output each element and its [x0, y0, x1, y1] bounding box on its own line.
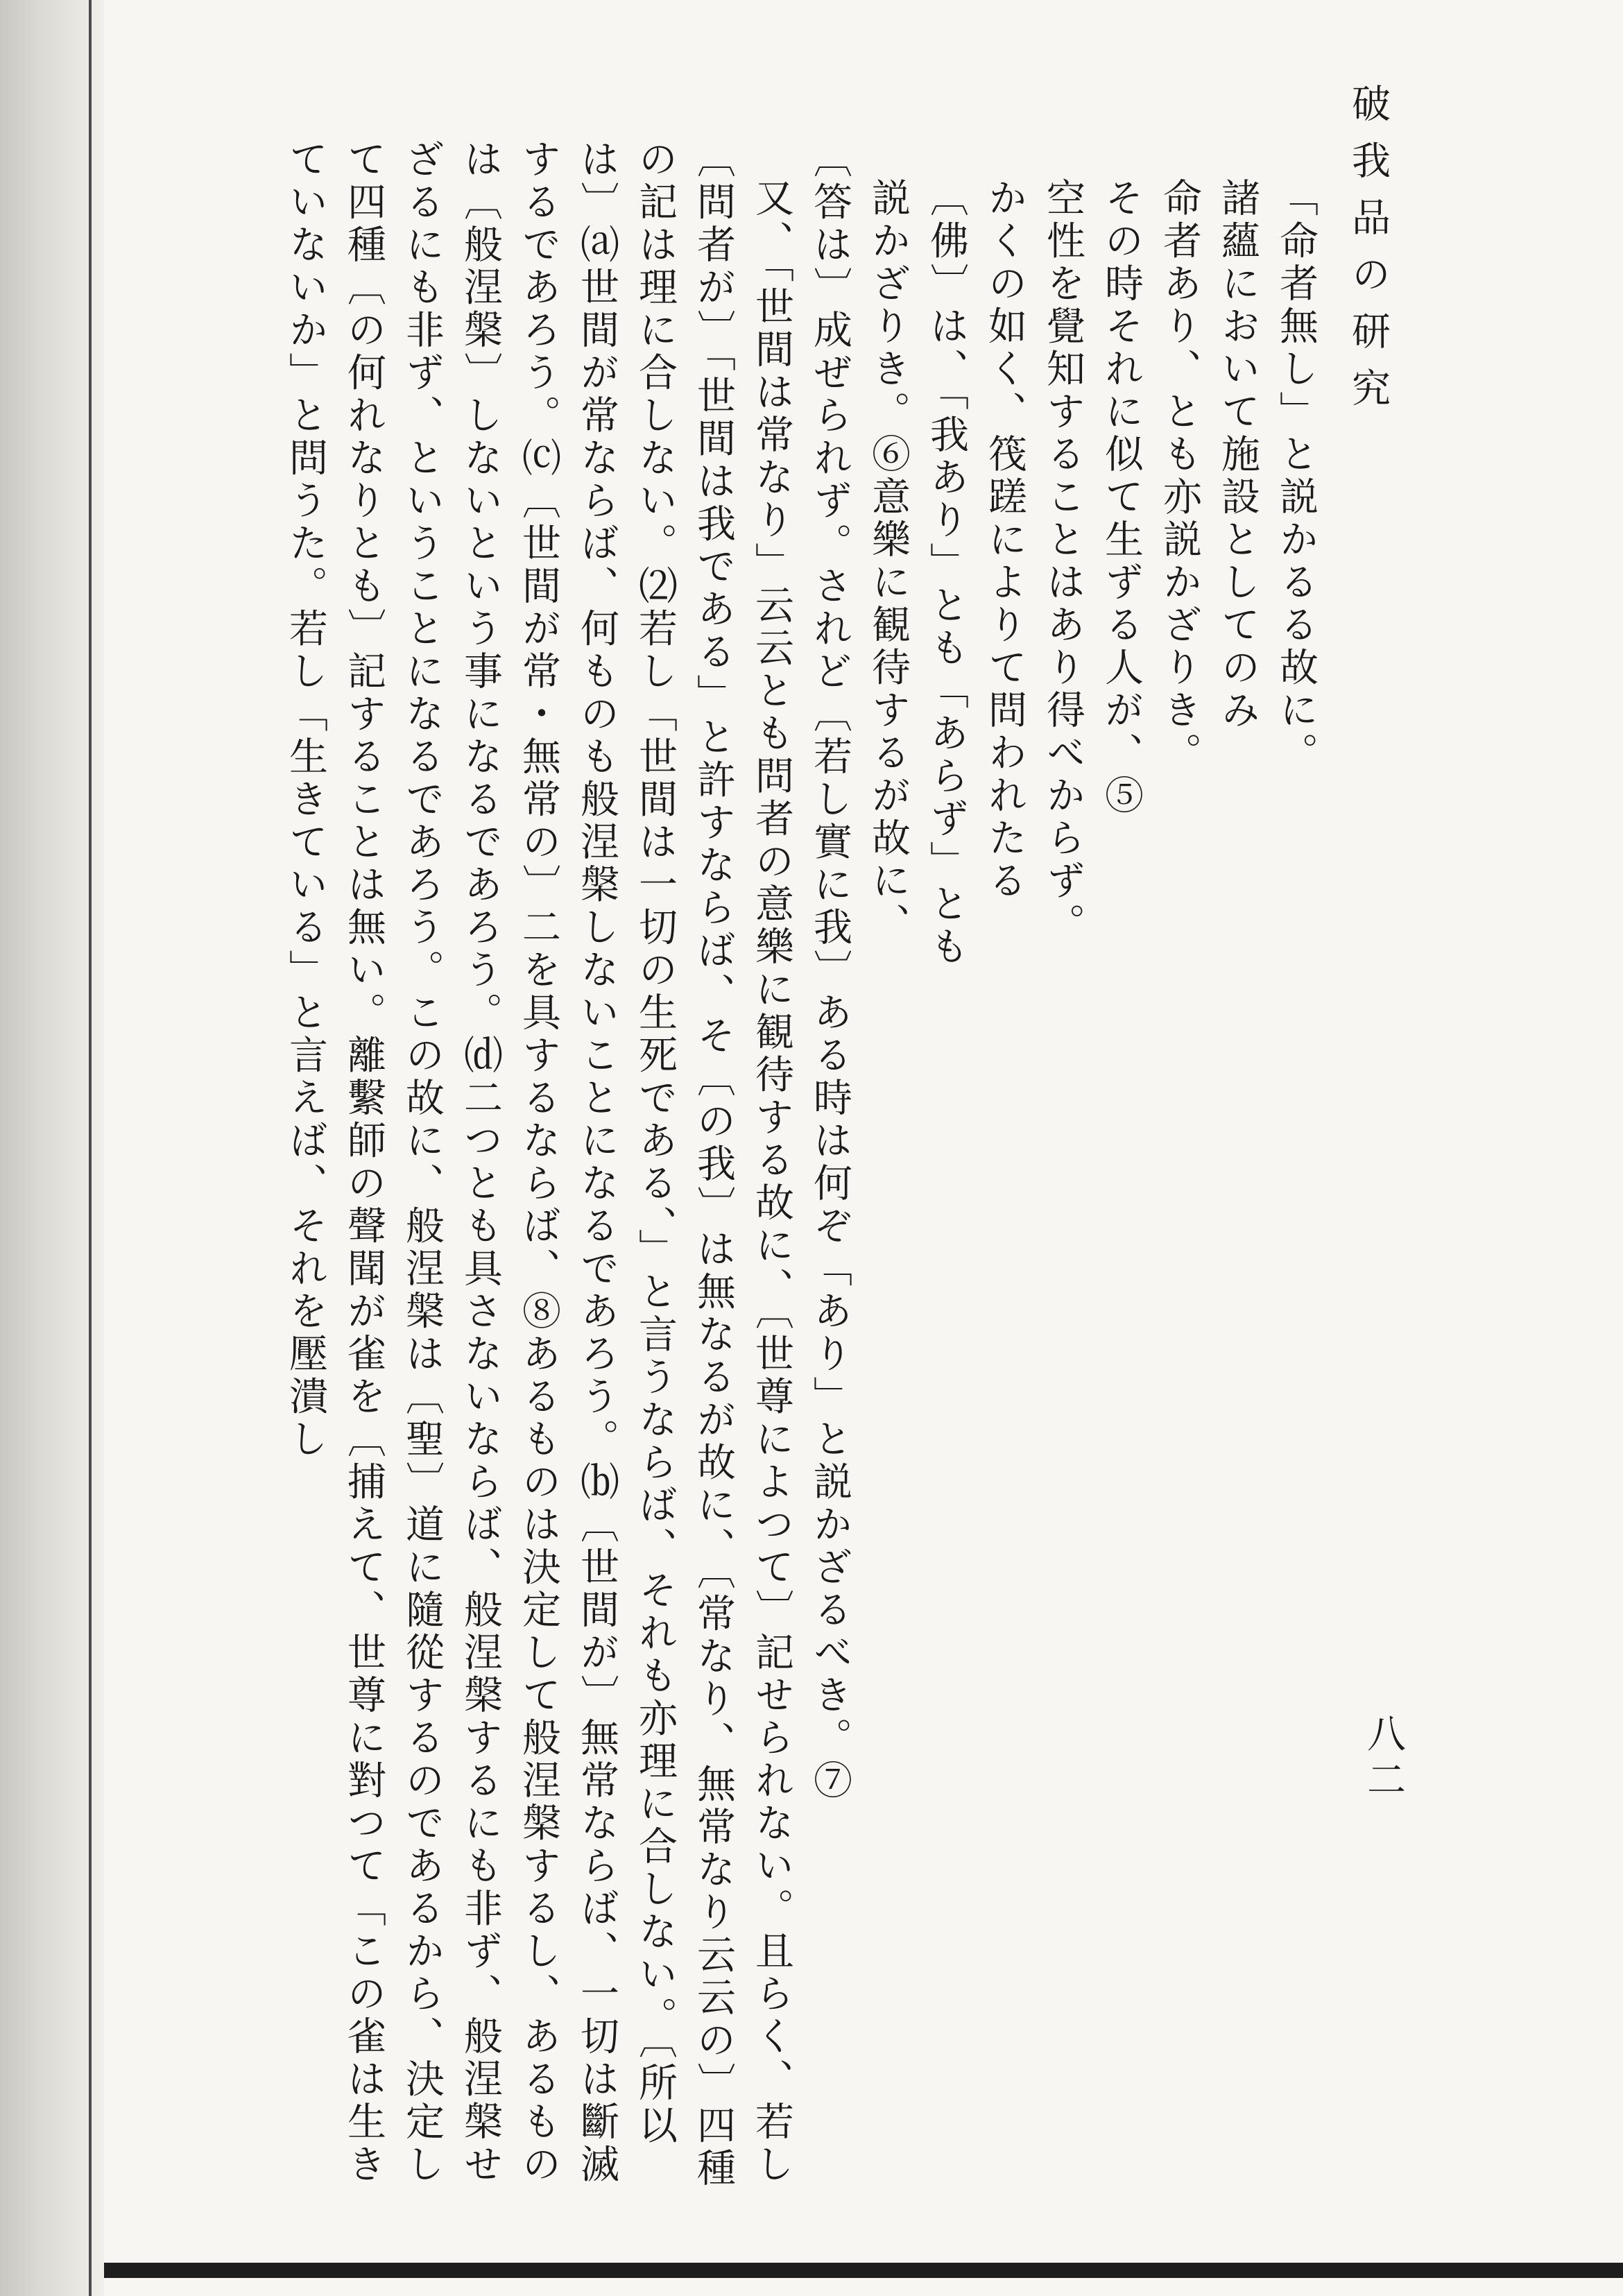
verse-line: 「命者無し」と説かるる故に。 [1273, 178, 1319, 775]
verse-line: 諸蘊において施設としてのみ [1215, 178, 1260, 733]
prose-paragraph: 〔答は〕成ぜられず。されど〔若し實に我〕ある時は何ぞ「あり」と説かざるべき。⑦ [807, 139, 852, 1803]
verse-line: 〔佛〕は、「我あり」とも「あらず」とも [924, 178, 969, 969]
scan-bottom-edge [104, 2263, 1623, 2278]
verse-line: その時それに似て生ずる人が、⑤ [1099, 178, 1144, 818]
vertical-text-body [35, 139, 1325, 2192]
verse-line: 命者あり、とも亦説かざりき。 [1157, 178, 1202, 775]
page-number: 八二 [1361, 1713, 1406, 1805]
verse-block [859, 139, 1325, 2192]
verse-line: 空性を覺知することはあり得べからず。 [1040, 178, 1085, 945]
running-header: 破我品の研究 [1346, 83, 1391, 425]
verse-line: かくの如く、筏蹉によりて問われたる [982, 178, 1027, 903]
prose-paragraph: 又、「世間は常なり」云云とも問者の意樂に観待する故に、〔世尊によつて〕記せられない。且らく、若し〔問者が〕「世間は我である」と許すならば、そ〔の我〕は無なるが故に、〔常なり、無常なり云云の〕四種の記は理に合しない。⑵若し「世間は一切の生死である、」と言うならば、それも亦理に合しない。〔所以は〕⒜世間が常ならば、何ものも般涅槃しないことになるであろう。⒝〔世間が〕無常ならば、一切は斷滅するであろう。⒞〔世間が常・無常の〕二を具するならば、⑧あるものは決定して般涅槃するし、あるものは〔般涅槃〕しないという事になるであろう。⒟二つとも具さないならば、般涅槃するにも非ず、般涅槃せざるにも非ず、ということになるであろう。この故に、般涅槃は〔聖〕道に隨從するのであるから、決定して四種〔の何れなりとも〕記することは無い。離繫師の聲聞が雀を〔捕えて、世尊に對つて「この雀は生きていないか」と問うた。若し「生きている」と言えば、それを壓潰し [283, 139, 794, 2191]
verse-line: 説かざりき。⑥意樂に観待するが故に、 [866, 178, 911, 945]
